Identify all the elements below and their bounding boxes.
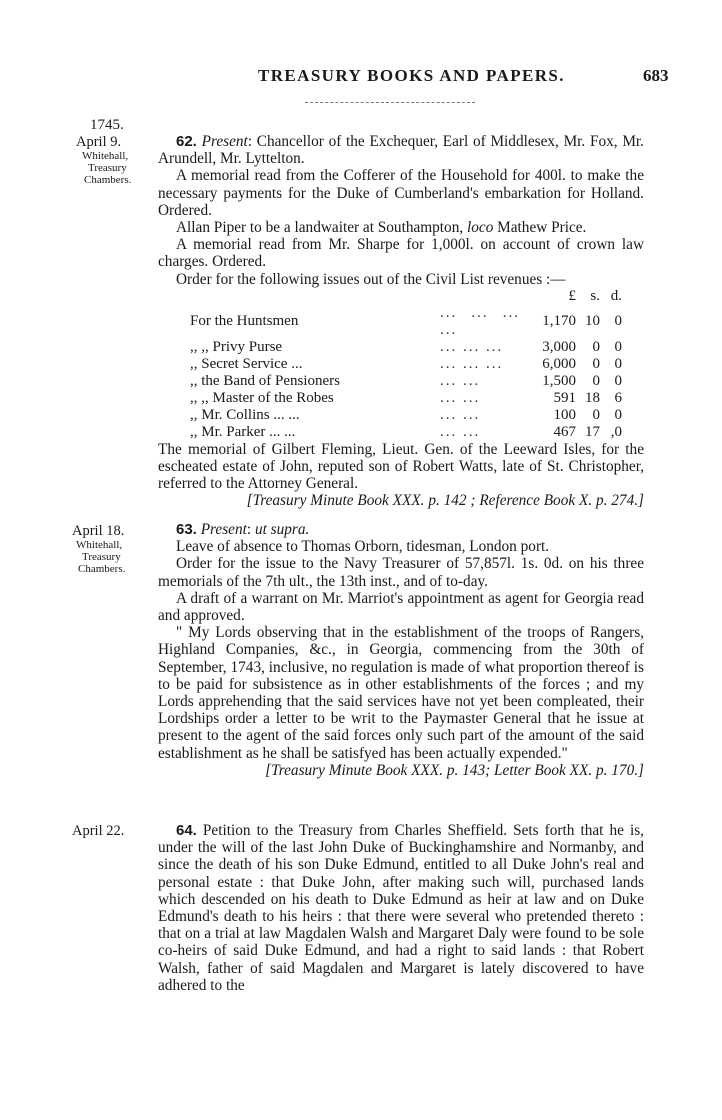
entry-62-place-1: Whitehall, — [82, 150, 129, 162]
issues-table — [190, 288, 622, 441]
entry-62-p5: The memorial of Gilbert Fleming, Lieut. Gen. of the Leeward Isles, for the escheated estate of John, reputed son of Robert Watts, late of St. Christopher, referred to the Attorney General. — [158, 440, 644, 493]
entry-63-p1: Leave of absence to Thomas Orborn, tidesman, London port. — [176, 538, 550, 556]
entry-63-p4: " My Lords observing that in the establishment of the troops of Rangers, Highland Companies, &c., in Georgia, commencing from the 30th of September, 1743, inclusive, no regulation is made of what proportion thereof is to be paid for subsistence as in other establishments of the forces ; and my Lords apprehending that the said services have not yet been compleated, their Lordships order a letter to be writ to the Paymaster General that he issue at present to the agent of the said forces only such part of the amount of the said establishment as he shall be satisfyed has been actually expended." — [158, 624, 644, 762]
entry-63-place-2: Treasury — [82, 551, 121, 563]
entry-64-p1: Petition to the Treasury from Charles Sheffield. Sets forth that he is, under the will of the last John Duke of Buckinghamshire and Normanby, and since the death of his son Duke Edmund, entitled to all Duke John's real and personal estate : that Duke John, after making such will, purchased lands which descended on his death to Duke Edmund as heir at law and on Duke Edmund's death to his heirs : that there were several who pretended thereto : that on a trial at law Magdalen Walsh and Margaret Daly were found to be sole co-heirs of said Duke Edmund, and had a right to said lands : that Robert Walsh, father of said Magdalen and Margaret is lately discovered to have adhered to the — [158, 822, 644, 994]
issue-shillings: 0 — [592, 338, 600, 355]
issue-shillings: 0 — [592, 355, 600, 372]
entry-62-present-label: Present — [201, 133, 248, 150]
entry-63-present-label: Present — [200, 521, 247, 538]
issue-dots: ... ... — [440, 423, 481, 440]
entry-64-margin — [72, 823, 158, 839]
entry-62 — [158, 133, 644, 510]
entry-63-date: April 18. — [72, 523, 125, 539]
page-header — [0, 66, 722, 90]
issue-pounds: 6,000 — [542, 355, 576, 372]
header-pence: d. — [610, 287, 622, 304]
issue-dots: ... ... — [440, 372, 481, 389]
entry-63-p3: A draft of a warrant on Mr. Marriot's appointment as agent for Georgia read and approved. — [158, 589, 644, 625]
entry-63-present-text: : — [246, 521, 255, 538]
entry-62-present-text: : Chancellor of the Exchequer, Earl of Middlesex, Mr. Fox, Mr. Arundell, Mr. Lyttelton. — [158, 133, 645, 168]
issue-item: ,, Secret Service ... — [190, 355, 303, 372]
entry-63-place-1: Whitehall, — [76, 539, 123, 551]
issue-pounds: 591 — [553, 389, 576, 406]
issue-shillings: 0 — [592, 372, 600, 389]
issue-row — [190, 390, 622, 407]
issue-item: ,, Mr. Collins ... ... — [190, 406, 300, 423]
issue-dots: ... ... — [440, 389, 481, 406]
issue-item: ,, ,, Master of the Robes — [190, 389, 334, 406]
issue-row — [190, 305, 622, 339]
issue-pence: 0 — [614, 372, 622, 389]
issue-pounds: 1,500 — [542, 372, 576, 389]
issue-pounds: 100 — [553, 406, 576, 423]
issue-row — [190, 339, 622, 356]
entry-64-date: April 22. — [72, 823, 125, 839]
issue-dots: ... ... ... — [440, 355, 504, 372]
issue-dots: ... ... — [440, 406, 481, 423]
issue-pounds: 3,000 — [542, 338, 576, 355]
issue-pence: ,0 — [610, 423, 622, 440]
entry-63-reference: [Treasury Minute Book XXX. p. 143; Letter Book XX. p. 170.] — [265, 761, 644, 779]
entry-62-p2b: loco — [467, 219, 494, 237]
entry-62-number: 62. — [176, 133, 197, 150]
entry-63-p2: Order for the issue to the Navy Treasurer of 57,857l. 1s. 0d. on his three memorials of the 7th ult., the 13th inst., and of to-day. — [158, 555, 644, 590]
entry-62-p3: A memorial read from Mr. Sharpe for 1,000l. on account of crown law charges. Ordered. — [158, 236, 644, 271]
entry-64-number: 64. — [176, 822, 197, 839]
issue-row — [190, 356, 622, 373]
entry-63 — [158, 521, 644, 779]
header-shillings: s. — [590, 287, 600, 304]
issue-shillings: 18 — [585, 389, 600, 406]
header-pounds: £ — [568, 287, 576, 304]
issue-shillings: 17 — [585, 423, 600, 440]
entry-62-place-3: Chambers. — [84, 174, 132, 186]
issues-header-row — [190, 288, 622, 305]
issue-dots: ... ... ... — [440, 338, 504, 355]
issue-item: For the Huntsmen — [190, 313, 299, 330]
entry-63-present-tail: ut supra. — [254, 521, 310, 538]
issue-item: ,, Mr. Parker ... ... — [190, 423, 296, 440]
issue-row — [190, 373, 622, 390]
entry-63-place-3: Chambers. — [78, 563, 126, 575]
entry-62-p2a: Allan Piper to be a landwaiter at Southampton, — [176, 219, 467, 237]
issue-shillings: 0 — [592, 406, 600, 423]
issue-item: ,, ,, Privy Purse — [190, 338, 283, 355]
entry-62-date: April 9. — [76, 134, 122, 150]
issue-pounds: 467 — [553, 423, 576, 440]
issue-pounds: 1,170 — [542, 313, 576, 330]
year-label: 1745. — [90, 117, 124, 133]
issue-pence: 0 — [614, 406, 622, 423]
entry-62-reference: [Treasury Minute Book XXX. p. 142 ; Reference Book X. p. 274.] — [246, 492, 644, 510]
entry-62-place-2: Treasury — [88, 162, 127, 174]
entry-63-number: 63. — [176, 521, 197, 538]
entry-62-p2c: Mathew Price. — [493, 219, 587, 237]
page-number: 683 — [643, 66, 669, 85]
entry-62-p1: A memorial read from the Cofferer of the Household for 400l. to make the necessary payments for the Duke of Cumberland's embarkation for Holland. Ordered. — [158, 167, 644, 219]
header-rule — [305, 102, 475, 103]
issue-item: ,, the Band of Pensioners — [190, 372, 340, 389]
issue-pence: 0 — [614, 313, 622, 330]
entry-62-p4: Order for the following issues out of the Civil List revenues :— — [176, 270, 566, 288]
issue-row — [190, 407, 622, 424]
entry-64 — [158, 822, 644, 994]
issue-pence: 0 — [614, 338, 622, 355]
entry-62-margin — [72, 134, 158, 186]
issue-row — [190, 424, 622, 441]
running-title: TREASURY BOOKS AND PAPERS. — [258, 66, 565, 85]
entry-63-margin — [72, 523, 158, 575]
entry-62-p2 — [158, 219, 644, 236]
issue-dots: ... ... ... ... — [440, 304, 520, 338]
issue-shillings: 10 — [585, 313, 600, 330]
issue-pence: 6 — [614, 389, 622, 406]
issue-pence: 0 — [614, 355, 622, 372]
